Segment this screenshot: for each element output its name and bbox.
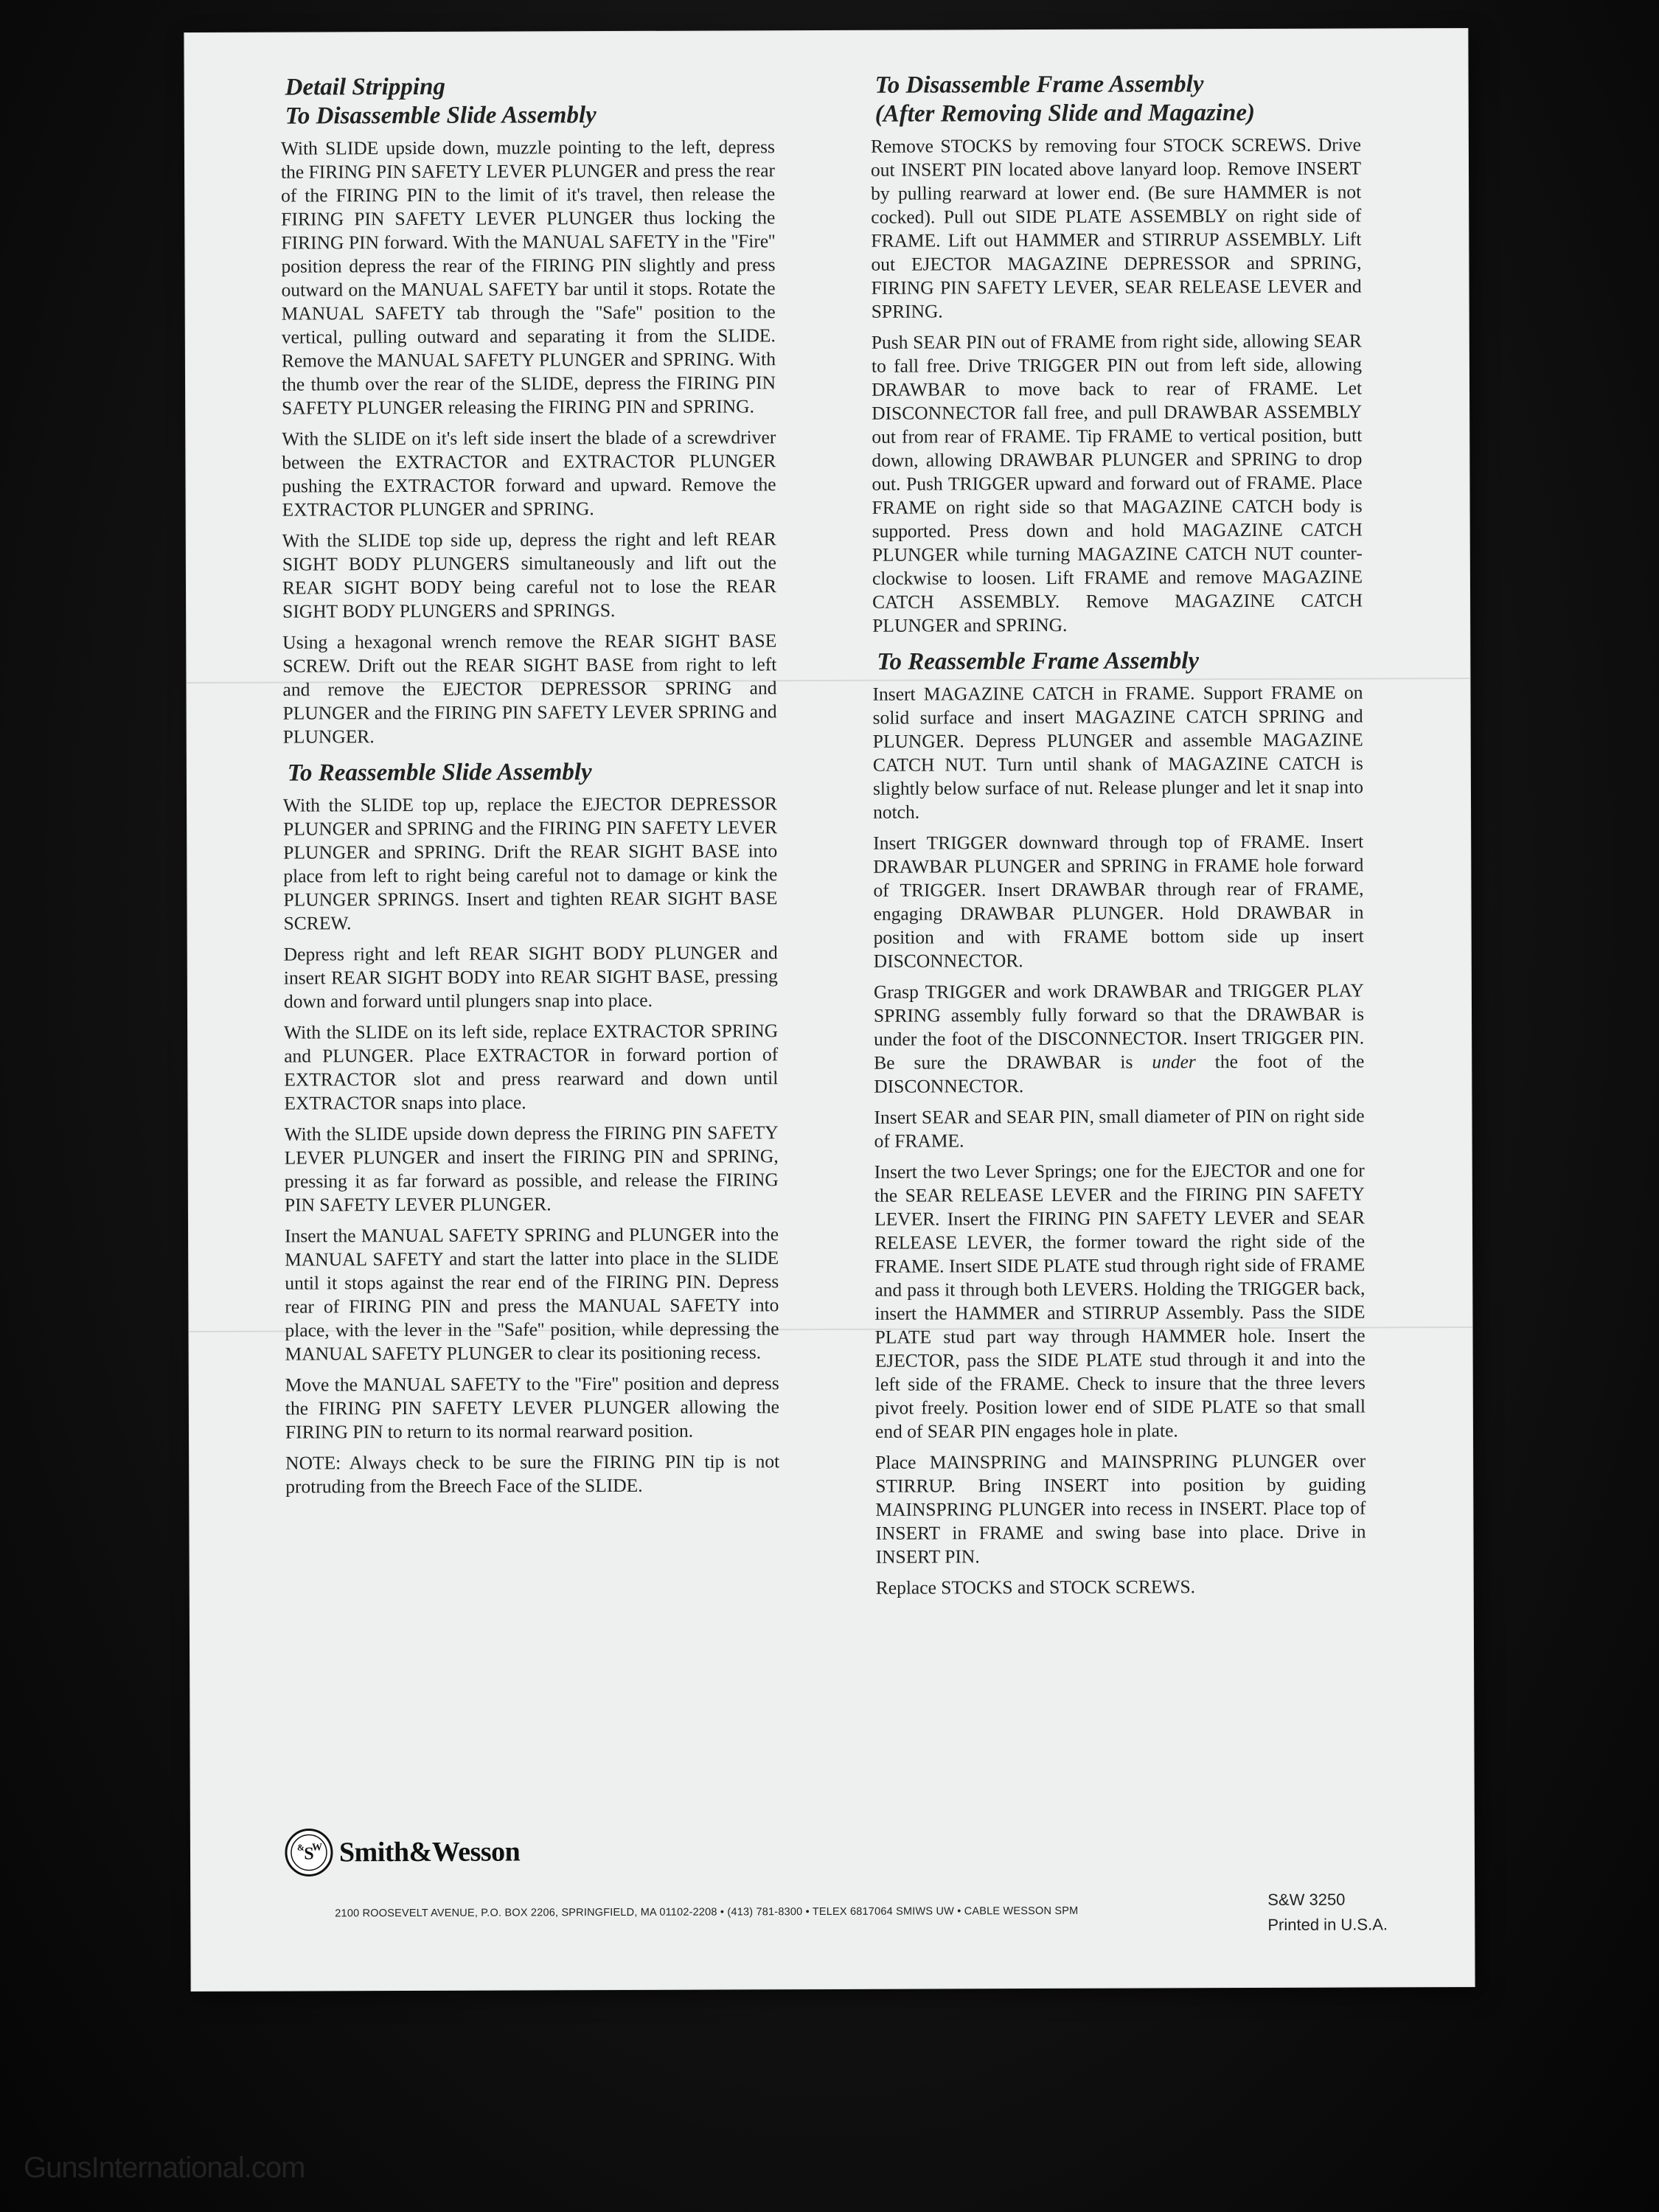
paragraph xyxy=(874,978,1365,1098)
paragraph: Place MAINSPRING and MAINSPRING PLUNGER over STIRRUP. Bring INSERT into position by guiding MAINSPRING PLUNGER into recess in INSERT. Place top of INSERT in FRAME and swing base into place. Drive in INSERT PIN. xyxy=(875,1450,1366,1568)
printed-in: Printed in U.S.A. xyxy=(1267,1915,1388,1934)
paragraph: Insert the MANUAL SAFETY SPRING and PLUNGER into the MANUAL SAFETY and start the latter into place in the SLIDE until it stops against the rear end of the FIRING PIN. Depress rear of FIRING PIN and press the MANUAL SAFETY into place, with the lever in the ''Safe'' position, while depressing the MANUAL SAFETY PLUNGER to clear its positioning recess. xyxy=(285,1223,779,1365)
paragraph: Insert TRIGGER downward through top of FRAME. Insert DRAWBAR PLUNGER and SPRING in FRAME hole forward of TRIGGER. Insert DRAWBAR through rear of FRAME, engaging DRAWBAR PLUNGER. Hold DRAWBAR in position and with FRAME bottom side up insert DISCONNECTOR. xyxy=(873,830,1364,972)
site-watermark: GunsInternational.com xyxy=(24,2152,305,2184)
heading-line: To Disassemble Frame Assembly xyxy=(874,71,1204,99)
svg-text:S: S xyxy=(304,1844,314,1864)
heading-line: Detail Stripping xyxy=(285,73,445,101)
paragraph-text: the foot of the DISCONNECTOR. xyxy=(874,1050,1365,1097)
heading-line: To Reassemble Slide Assembly xyxy=(287,759,592,787)
paragraph: With the SLIDE on it's left side insert the blade of a screwdriver between the EXTRACTOR and EXTRACTOR PLUNGER pushing the EXTRACTOR forward and upward. Remove the EXTRACTOR PLUNGER and SPRING. xyxy=(282,426,776,521)
paragraph: Move the MANUAL SAFETY to the ''Fire'' position and depress the FIRING PIN SAFETY LEVER PLUNGER allowing the FIRING PIN to return to its normal rearward position. xyxy=(285,1372,779,1443)
paragraph: Replace STOCKS and STOCK SCREWS. xyxy=(875,1576,1196,1599)
brand-logo xyxy=(285,1827,521,1877)
paragraph: With the SLIDE on its left side, replace EXTRACTOR SPRING and PLUNGER. Place EXTRACTOR in forward portion of EXTRACTOR slot and press rearward and down until EXTRACTOR snaps into place. xyxy=(284,1020,779,1114)
company-address: 2100 ROOSEVELT AVENUE, P.O. BOX 2206, SPRINGFIELD, MA 01102-2208 • (413) 781-8300 • TELEX 6817064 SMIWS UW • CABLE WESSON SPM xyxy=(335,1905,1079,1920)
heading-disassemble-frame xyxy=(875,69,1361,128)
paragraph: With the SLIDE top side up, depress the right and left REAR SIGHT BODY PLUNGERS simultaneously and lift out the REAR SIGHT BODY being careful not to lose the REAR SIGHT BODY PLUNGERS and SPRINGS. xyxy=(282,528,777,622)
paragraph: Remove STOCKS by removing four STOCK SCREWS. Drive out INSERT PIN located above lanyard loop. Remove INSERT by pulling rearward at lower end. (Be sure HAMMER is not cocked). Pull out SIDE PLATE ASSEMBLY on right side of FRAME. Lift out HAMMER and STIRRUP ASSEMBLY. Lift out EJECTOR MAGAZINE DEPRESSOR and SPRING, FIRING PIN SAFETY LEVER, SEAR RELEASE LEVER and SPRING. xyxy=(870,133,1362,322)
smith-wesson-seal-icon xyxy=(285,1828,333,1877)
paragraph-text: Grasp TRIGGER and work DRAWBAR and TRIGGER PLAY SPRING assembly fully forward so that the DRAWBAR is under the foot of the DISCONNECTOR. Insert TRIGGER PIN. Be sure the DRAWBAR is xyxy=(873,979,1365,1074)
emphasis-under: under xyxy=(1152,1051,1196,1073)
heading-line: To Reassemble Frame Assembly xyxy=(877,647,1200,675)
paragraph: Push SEAR PIN out of FRAME from right side, allowing SEAR to fall free. Drive TRIGGER PIN out from left side, allowing DRAWBAR to move back to rear of FRAME. Let DISCONNECTOR fall free, and pull DRAWBAR ASSEMBLY out from rear of FRAME. Tip FRAME to vertical position, butt down, allowing DRAWBAR PLUNGER and SPRING to drop out. Push TRIGGER upward and forward out of FRAME. Place FRAME on right side so that MAGAZINE CATCH body is supported. Press down and hold MAGAZINE CATCH PLUNGER while turning MAGAZINE CATCH NUT counter-clockwise to loosen. Lift FRAME and remove MAGAZINE CATCH ASSEMBLY. Remove MAGAZINE CATCH PLUNGER and SPRING. xyxy=(871,330,1363,636)
brand-name: Smith&Wesson xyxy=(338,1836,521,1868)
heading-reassemble-slide xyxy=(288,757,777,787)
paragraph: Depress right and left REAR SIGHT BODY PLUNGER and insert REAR SIGHT BODY into REAR SIGHT BASE, pressing down and forward until plungers snap into place. xyxy=(283,942,778,1012)
heading-line: To Disassemble Slide Assembly xyxy=(285,102,597,130)
right-column xyxy=(871,69,1366,1607)
paragraph: With the SLIDE top up, replace the EJECTOR DEPRESSOR PLUNGER and SPRING and the FIRING PIN SAFETY LEVER PLUNGER and SPRING. Drift the REAR SIGHT BASE into place from left to right being careful not to damage or kink the PLUNGER SPRINGS. Insert and tighten REAR SIGHT BASE SCREW. xyxy=(282,793,778,934)
paragraph: Insert MAGAZINE CATCH in FRAME. Support FRAME on solid surface and insert MAGAZINE CATCH SPRING and PLUNGER. Depress PLUNGER and assemble MAGAZINE CATCH NUT. Turn until shank of MAGAZINE CATCH is slightly below surface of nut. Release plunger and let it snap into notch. xyxy=(872,681,1363,823)
paragraph: Insert the two Lever Springs; one for the EJECTOR and one for the SEAR RELEASE LEVER and the FIRING PIN SAFETY LEVER. Insert the FIRING PIN SAFETY LEVER and SEAR RELEASE LEVER, the former toward the right side of the FRAME. Insert SIDE PLATE stud through right side of FRAME and pass it through both LEVERS. Holding the TRIGGER back, insert the HAMMER and STIRRUP Assembly. Pass the SIDE PLATE stud part way through HAMMER hole. Insert the EJECTOR, pass the SIDE PLATE stud through it and into the left side of the FRAME. Check to insure that the three levers pivot freely. Position lower end of SIDE PLATE so that small end of SEAR PIN engages hole in plate. xyxy=(874,1159,1366,1442)
note-paragraph: NOTE: Always check to be sure the FIRING PIN tip is not protruding from the Breech Face of the SLIDE. xyxy=(285,1450,780,1498)
form-code: S&W 3250 xyxy=(1267,1890,1346,1909)
heading-reassemble-frame xyxy=(877,646,1363,676)
paragraph: With the SLIDE upside down depress the FIRING PIN SAFETY LEVER PLUNGER and insert the FIRING PIN and SPRING, pressing it as far forward as possible, and release the FIRING PIN SAFETY LEVER PLUNGER. xyxy=(284,1121,779,1216)
paragraph: With SLIDE upside down, muzzle pointing to the left, depress the FIRING PIN SAFETY LEVER PLUNGER and press the rear of the FIRING PIN to the limit of it's travel, then release the FIRING PIN SAFETY LEVER PLUNGER thus locking the FIRING PIN forward. With the MANUAL SAFETY in the ''Fire'' position depress the rear of the FIRING PIN slightly and press outward on the MANUAL SAFETY bar until it stops. Rotate the MANUAL SAFETY tab through the ''Safe'' position to the vertical, pulling outward and separating it from the SLIDE. Remove the MANUAL SAFETY PLUNGER and SPRING. With the thumb over the rear of the SLIDE, depress the FIRING PIN SAFETY PLUNGER releasing the FIRING PIN and SPRING. xyxy=(280,136,776,419)
paragraph: Insert SEAR and SEAR PIN, small diameter of PIN on right side of FRAME. xyxy=(874,1105,1365,1152)
left-column xyxy=(281,72,780,1506)
paragraph: Using a hexagonal wrench remove the REAR SIGHT BASE SCREW. Drift out the REAR SIGHT BASE from right to left and remove the EJECTOR DEPRESSOR SPRING and PLUNGER and the FIRING PIN SAFETY LEVER SPRING and PLUNGER. xyxy=(282,630,777,748)
instruction-sheet xyxy=(184,29,1474,1991)
svg-text:&: & xyxy=(296,1842,305,1853)
heading-detail-stripping xyxy=(285,72,775,131)
svg-text:W: W xyxy=(311,1842,322,1854)
heading-line: (After Removing Slide and Magazine) xyxy=(874,99,1256,128)
print-info xyxy=(1267,1887,1388,1938)
